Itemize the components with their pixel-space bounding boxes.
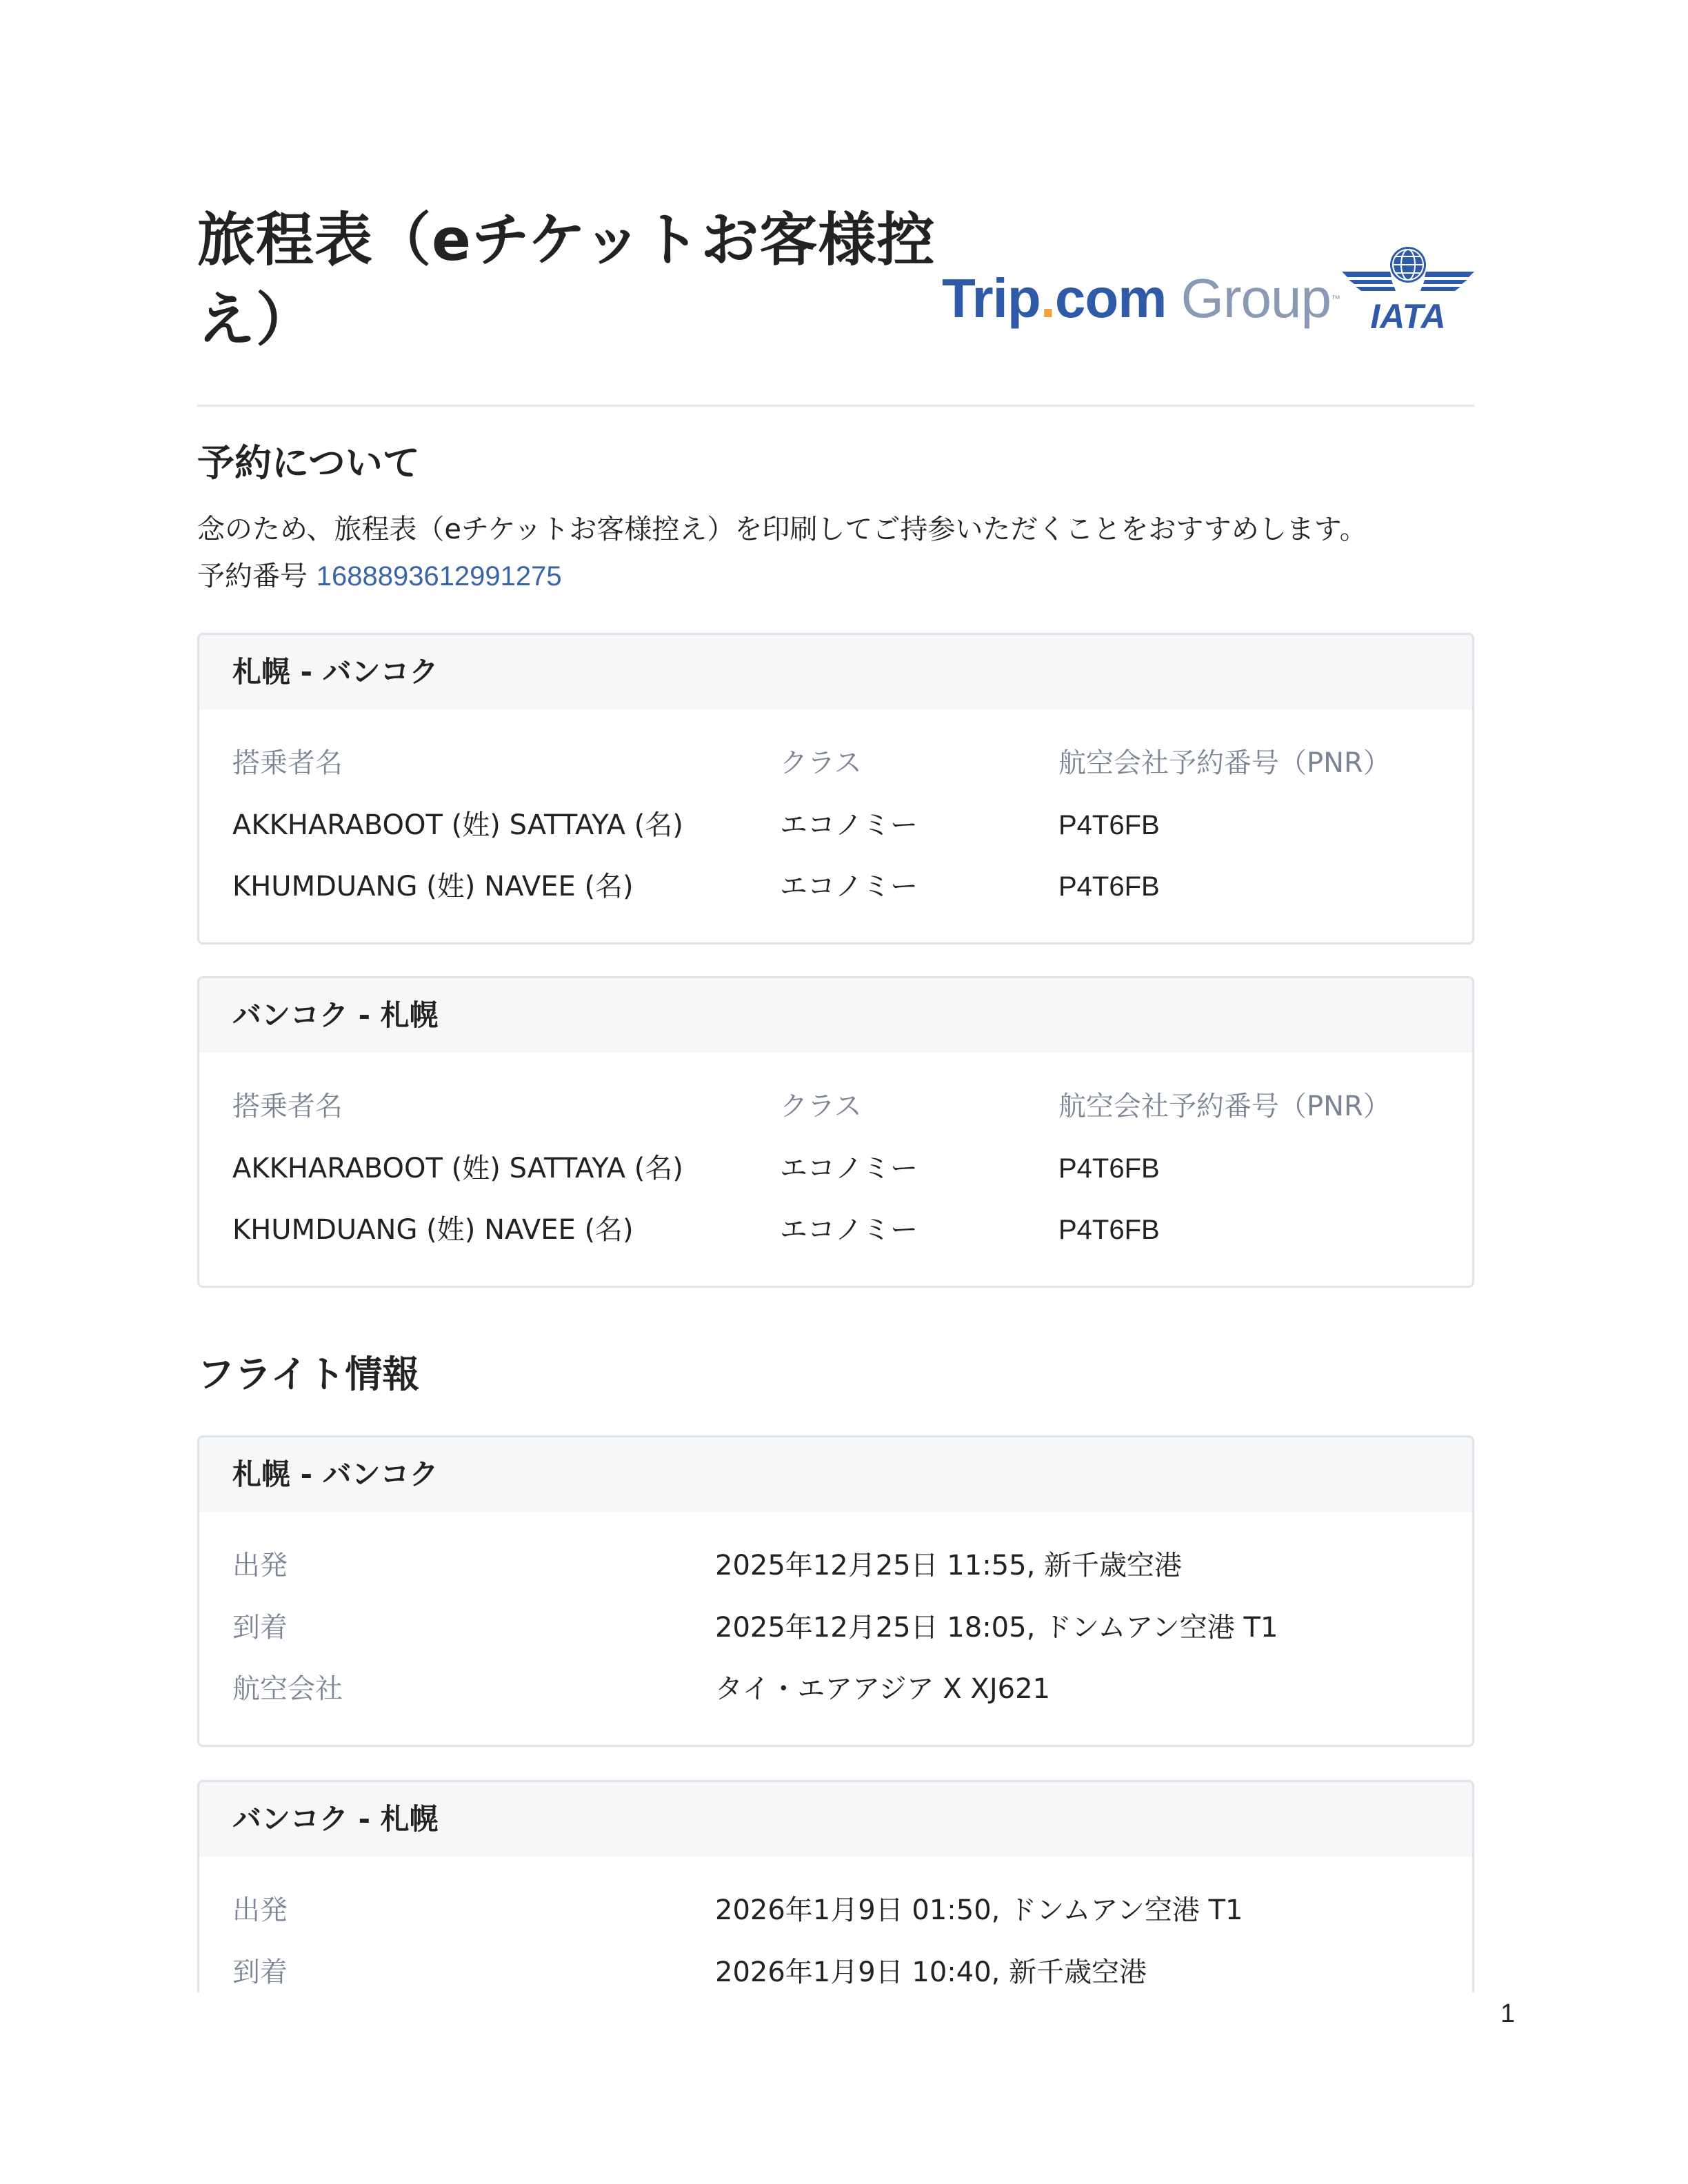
passenger-class: エコノミー <box>780 809 918 841</box>
col-header-class: クラス <box>780 1091 862 1122</box>
passenger-pnr: P4T6FB <box>1058 1153 1160 1184</box>
passenger-pnr: P4T6FB <box>1058 871 1160 902</box>
passenger-name: KHUMDUANG (姓) NAVEE (名) <box>232 1214 634 1246</box>
document-header <box>197 200 1474 407</box>
reservation-number: 1688893612991275 <box>316 561 562 592</box>
reservation-number-line <box>197 557 562 596</box>
passenger-name: AKKHARABOOT (姓) SATTAYA (名) <box>232 1153 683 1184</box>
page-number: 1 <box>1500 1999 1516 2028</box>
passenger-pnr: P4T6FB <box>1058 810 1160 840</box>
iata-logo <box>1342 244 1474 334</box>
print-notice: 念のため、旅程表（eチケットお客様控え）を印刷してご持参いただくことをおすすめします。 <box>197 514 1367 545</box>
page-bottom-margin <box>0 1992 1688 2184</box>
logo-text-dot: . <box>1040 267 1055 329</box>
route-header: 札幌 - バンコク <box>199 1437 1472 1512</box>
departure-label: 出発 <box>232 1550 288 1581</box>
logo-text-trip: Trip <box>942 267 1041 329</box>
page-title: 旅程表（eチケットお客様控え） <box>197 206 936 354</box>
passenger-pnr: P4T6FB <box>1058 1215 1160 1245</box>
airline-label: 航空会社 <box>232 1673 343 1705</box>
logo-trademark: ™ <box>1331 293 1340 304</box>
passenger-class: エコノミー <box>780 1214 918 1246</box>
arrival-label: 到着 <box>232 1612 288 1644</box>
flight-card-outbound <box>197 1435 1474 1747</box>
airline-value: タイ・エアアジア X XJ621 <box>715 1673 1050 1705</box>
reservation-number-label: 予約番号 <box>197 560 308 592</box>
col-header-class: クラス <box>780 747 862 779</box>
flight-info-heading: フライト情報 <box>197 1353 420 1396</box>
arrival-value: 2025年12月25日 18:05, ドンムアン空港 T1 <box>715 1612 1278 1644</box>
departure-value: 2026年1月9日 01:50, ドンムアン空港 T1 <box>715 1894 1243 1926</box>
reservation-heading: 予約について <box>197 441 420 485</box>
passenger-card-return <box>197 976 1474 1288</box>
route-header: バンコク - 札幌 <box>199 978 1472 1053</box>
route-header: 札幌 - バンコク <box>199 635 1472 709</box>
col-header-pnr: 航空会社予約番号（PNR） <box>1058 1091 1391 1122</box>
passenger-name: KHUMDUANG (姓) NAVEE (名) <box>232 871 634 902</box>
col-header-passenger-name: 搭乗者名 <box>232 747 343 779</box>
arrival-label: 到着 <box>232 1957 288 1988</box>
passenger-card-outbound <box>197 633 1474 944</box>
tripcom-group-logo <box>942 267 1340 330</box>
logo-text-group: Group <box>1166 267 1331 329</box>
arrival-value: 2026年1月9日 10:40, 新千歳空港 <box>715 1957 1147 1988</box>
col-header-pnr: 航空会社予約番号（PNR） <box>1058 747 1391 779</box>
departure-value: 2025年12月25日 11:55, 新千歳空港 <box>715 1550 1183 1581</box>
passenger-name: AKKHARABOOT (姓) SATTAYA (名) <box>232 809 683 841</box>
iata-logo-text: IATA <box>1370 297 1446 334</box>
passenger-class: エコノミー <box>780 871 918 902</box>
passenger-class: エコノミー <box>780 1153 918 1184</box>
departure-label: 出発 <box>232 1894 288 1926</box>
logo-text-com: com <box>1054 267 1167 329</box>
col-header-passenger-name: 搭乗者名 <box>232 1091 343 1122</box>
route-header: バンコク - 札幌 <box>199 1782 1472 1857</box>
